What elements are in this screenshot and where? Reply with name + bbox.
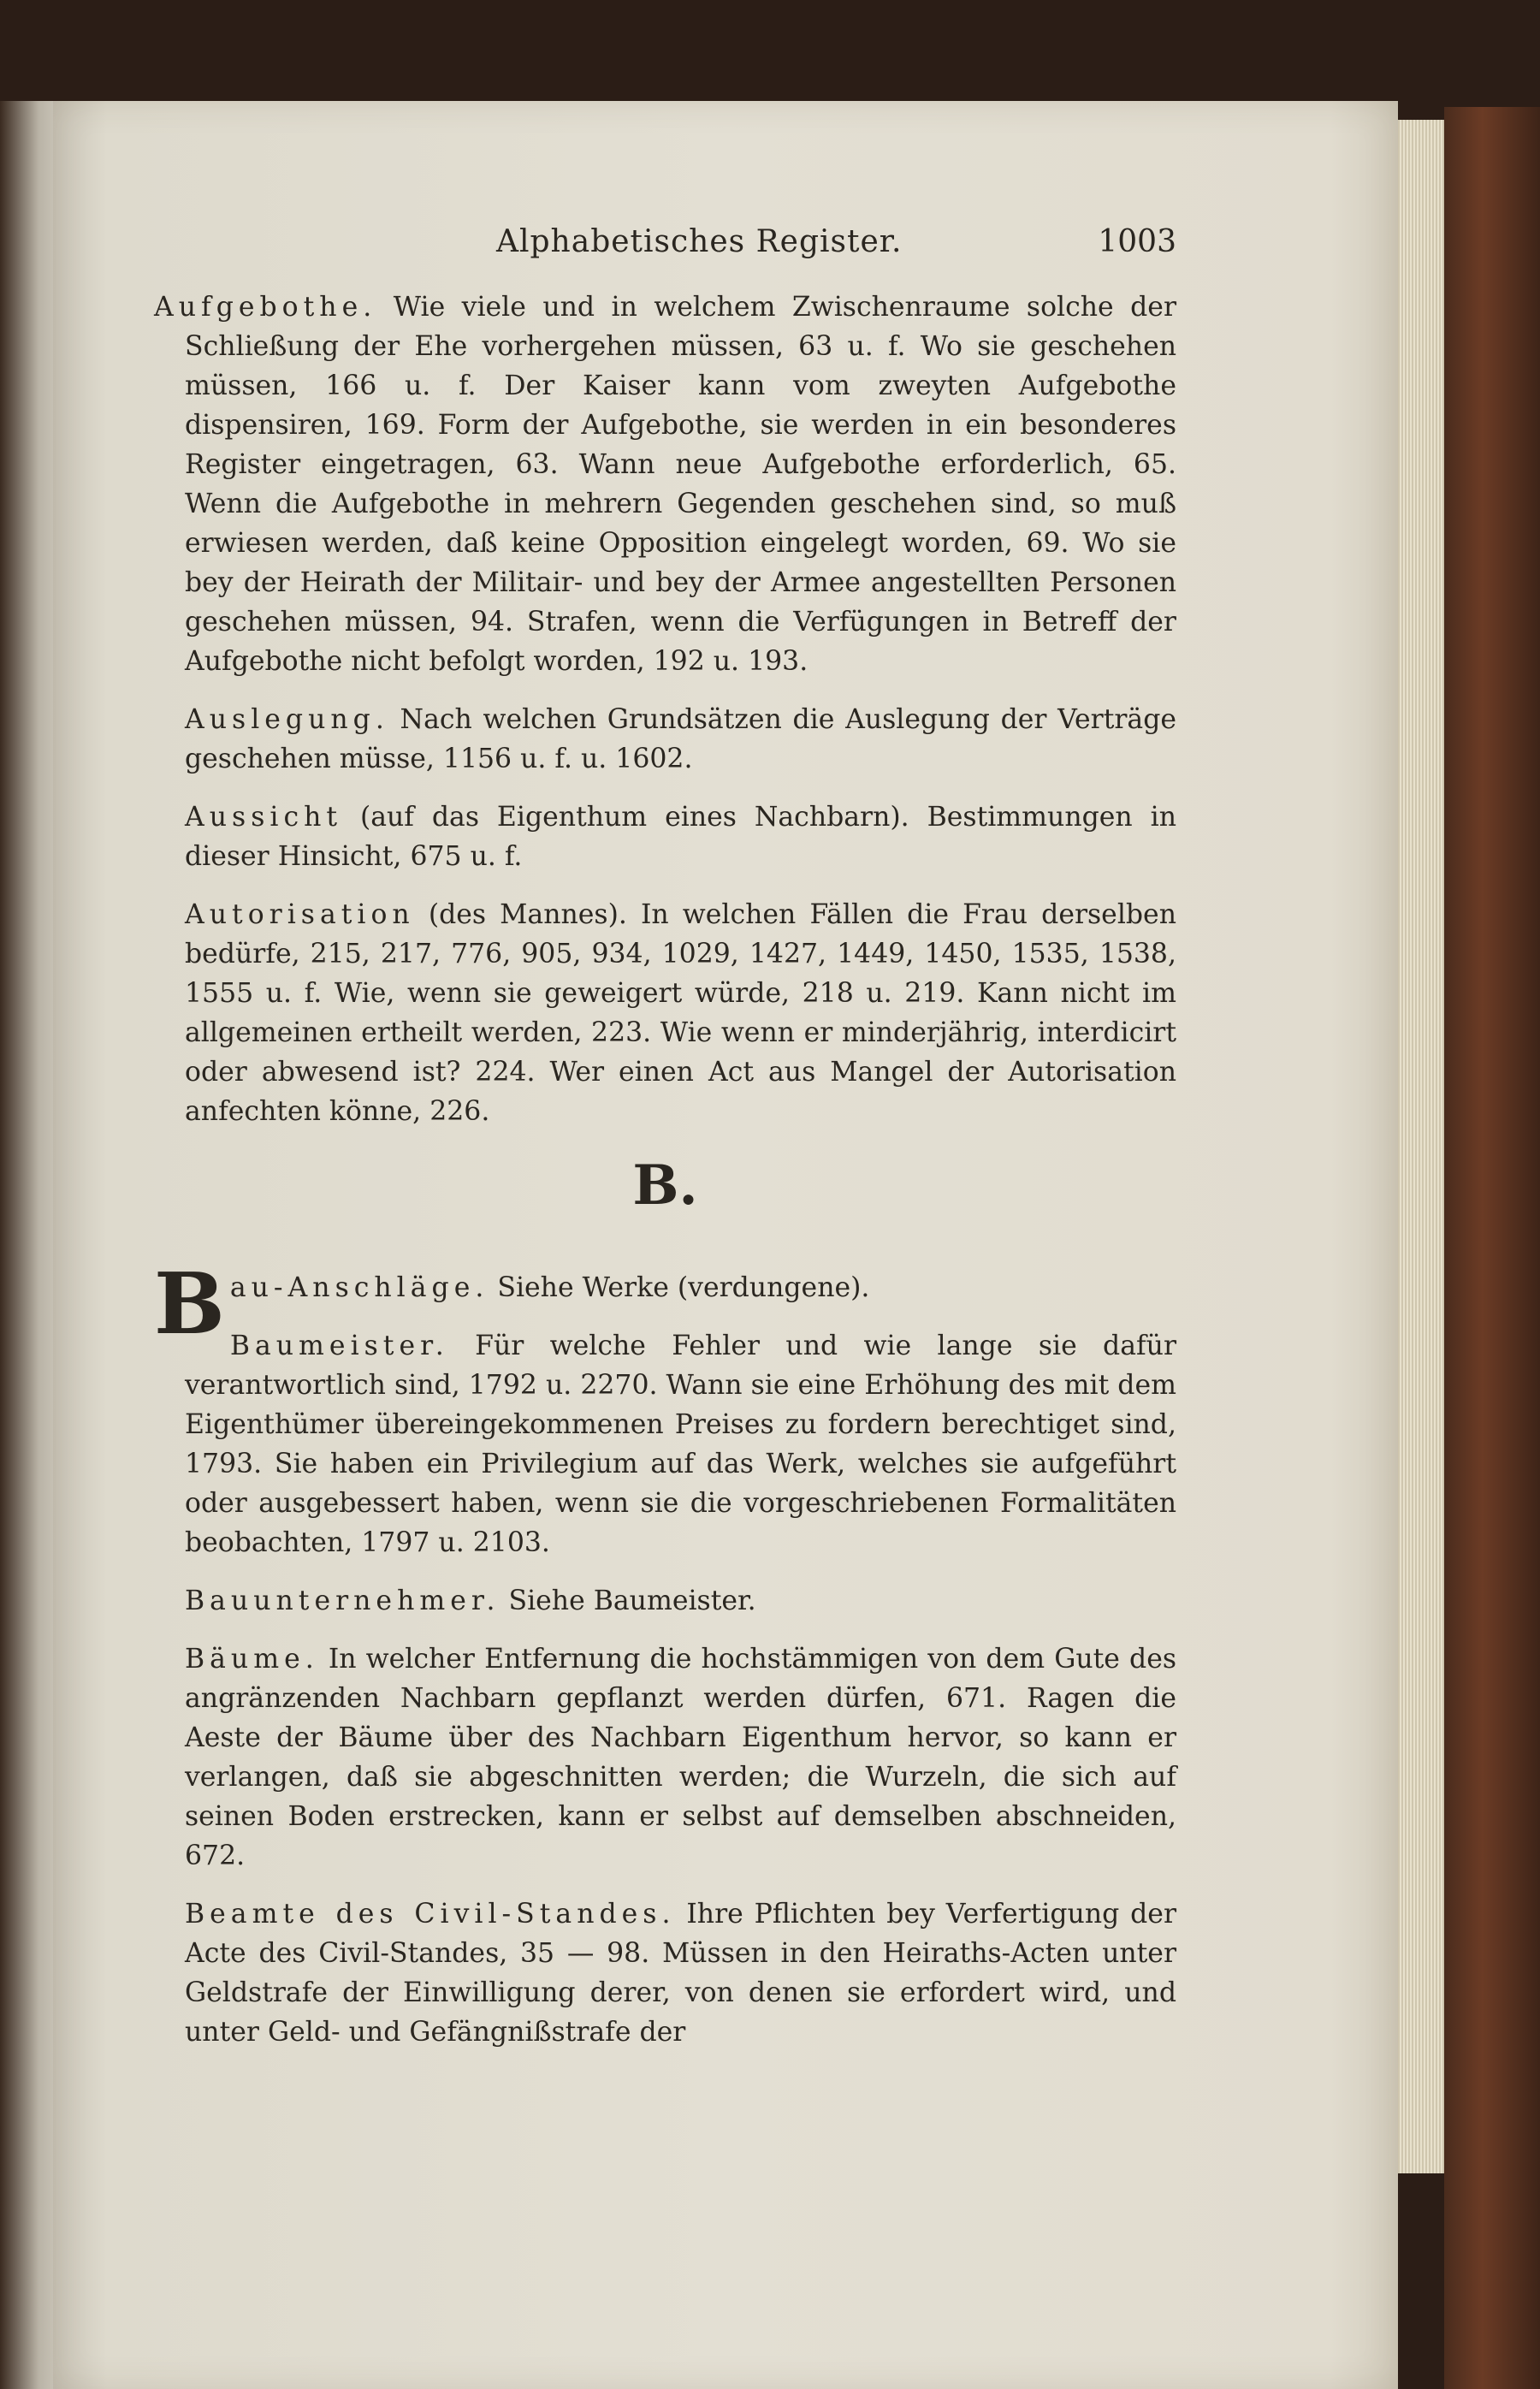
book-cover	[1444, 107, 1540, 2389]
page-number: 1003	[1098, 224, 1176, 259]
register-entry	[154, 1326, 1176, 1562]
section-heading: B.	[632, 1153, 698, 1218]
entry-text: (auf das Eigenthum eines Nachbarn). Bestimmungen in dieser Hinsicht, 675 u. f.	[185, 802, 1176, 872]
register-entry	[154, 797, 1176, 876]
entry-keyword: Baumeister.	[229, 1331, 449, 1361]
register-entry	[154, 288, 1176, 681]
entry-text: (des Mannes). In welchen Fällen die Frau derselben bedürfe, 215, 217, 776, 905, 934, 1029, 1427, 1449, 1450, 1535, 1538, 1555 u. f. Wie, wenn sie geweigert würde, 218 u. 219. Kann nicht im allgemeinen ertheilt werden, 223. Wie wenn er minderjährig, interdicirt oder abwesend ist? 224. Wer einen Act aus Mangel der Autorisation anfechten könne, 226.	[185, 899, 1176, 1127]
entry-text: In welcher Entfernung die hochstämmigen von dem Gute des angränzenden Nachbarn gepflanzt werden dürfen, 671. Ragen die Aeste der Bäume über des Nachbarn Eigenthum hervor, so kann er verlangen, daß sie abgeschnitten werden; die Wurzeln, die sich auf seinen Boden erstrecken, kann er selbst auf demselben abschneiden, 672.	[185, 1644, 1177, 1871]
register-entry	[154, 1894, 1176, 2052]
entry-keyword: Aussicht	[185, 802, 343, 833]
entry-text: Wie viele und in welchem Zwischenraume solche der Schließung der Ehe vorhergehen müssen, 63 u. f. Wo sie geschehen müssen, 166 u. f. Der Kaiser kann vom zweyten Aufgebothe dispensiren, 169. Form der Aufgebothe, sie werden in ein besonderes Register eingetragen, 63. Wann neue Aufgebothe erforderlich, 65. Wenn die Aufgebothe in mehrern Gegenden geschehen sind, so muß erwiesen werden, daß keine Opposition eingelegt worden, 69. Wo sie bey der Heirath der Militair- und bey der Armee angestellten Personen geschehen müssen, 94. Strafen, wenn die Verfügungen in Betreff der Aufgebothe nicht befolgt worden, 192 u. 193.	[185, 292, 1176, 677]
register-entry	[154, 895, 1176, 1131]
register-entry	[154, 1581, 1176, 1621]
entry-keyword: Bäume.	[185, 1644, 319, 1675]
entry-keyword: Bauunternehmer.	[185, 1586, 500, 1616]
entry-text: Für welche Fehler und wie lange sie dafür verantwortlich sind, 1792 u. 2270. Wann sie eine Erhöhung des mit dem Eigenthümer übereingekommenen Preises zu fordern berechtiget sind, 1793. Sie haben ein Privilegium auf das Werk, welches sie aufgeführt oder ausgebessert haben, wenn sie die vorgeschriebenen Formalitäten beobachten, 1797 u. 2103.	[185, 1331, 1177, 1558]
entry-text: Siehe Baumeister.	[508, 1586, 756, 1616]
entry-keyword: au-Anschläge.	[229, 1272, 489, 1303]
entry-text: Ihre Pflichten bey Verfertigung der Acte des Civil-Standes, 35 — 98. Müssen in den Heiraths-Acten unter Geldstrafe der Einwilligung derer, von denen sie erfordert wird, und unter Geld- und Gefängnißstrafe der	[185, 1899, 1177, 2048]
register-entry	[154, 700, 1176, 779]
entry-keyword: Auslegung.	[185, 704, 389, 735]
entry-text: Siehe Werke (verdungene).	[497, 1272, 870, 1303]
running-head	[154, 222, 1176, 274]
book-page	[53, 101, 1398, 2389]
register-entry	[154, 1639, 1176, 1876]
entry-text: Nach welchen Grundsätzen die Auslegung der Verträge geschehen müsse, 1156 u. f. u. 1602.	[185, 704, 1177, 774]
drop-cap: B	[154, 1255, 225, 1354]
running-head-title: Alphabetisches Register.	[496, 224, 903, 259]
entry-keyword: Aufgebothe.	[154, 292, 377, 323]
entry-keyword: Autorisation	[185, 899, 415, 930]
entry-keyword: Beamte des Civil-Standes.	[185, 1899, 676, 1930]
page-content	[154, 222, 1176, 2071]
page-edges	[1393, 120, 1444, 2173]
